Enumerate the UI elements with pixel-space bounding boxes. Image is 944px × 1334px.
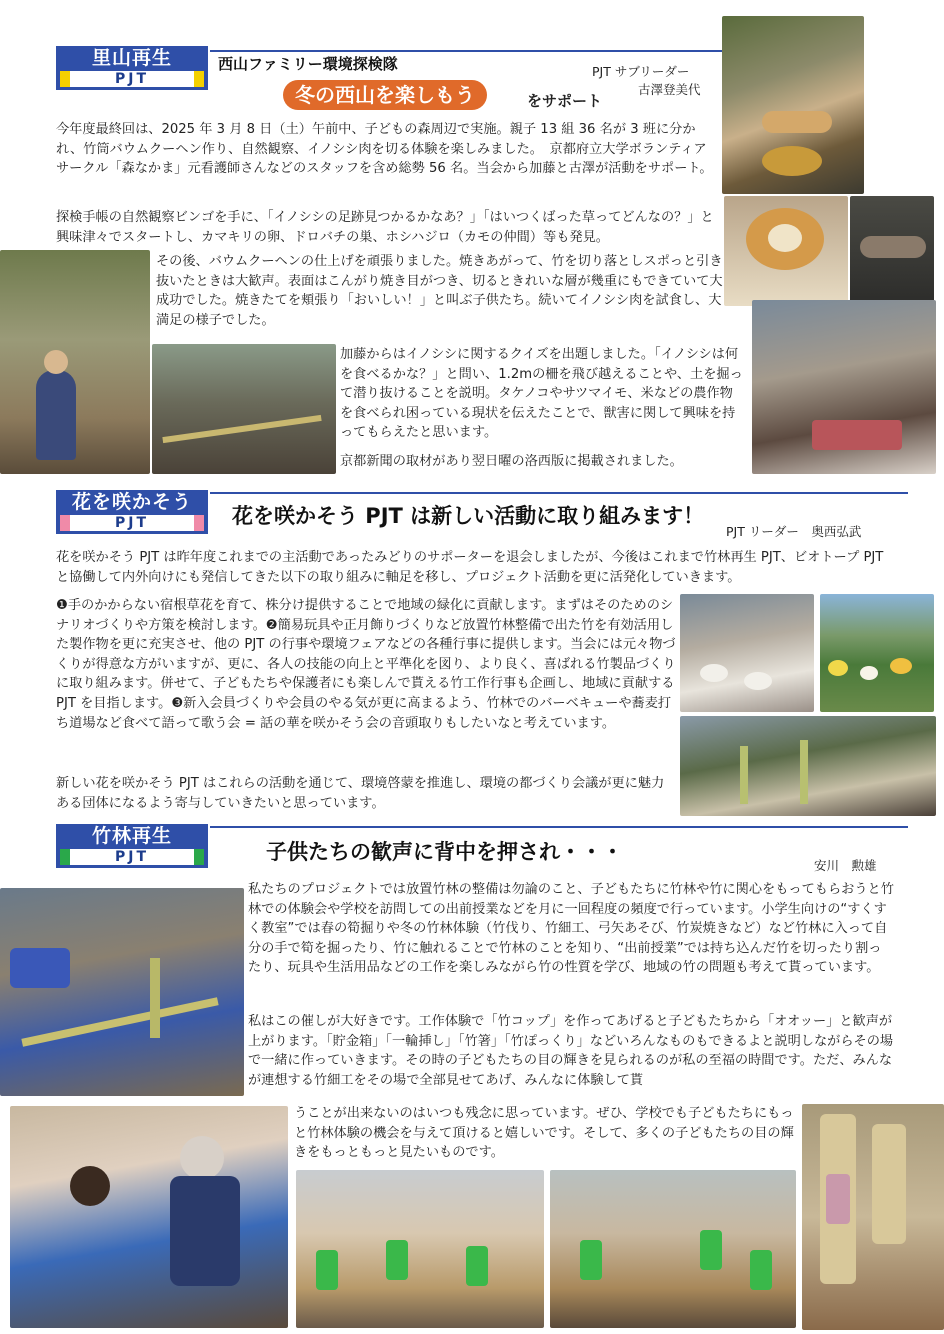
section-rule <box>210 492 908 494</box>
photo-baumkuchen-slice <box>724 196 848 306</box>
satoyama-paragraph-2b: その後、バウムクーヘンの仕上げを頑張りました。焼きあがって、竹を切り落としスポっと引き抜いたときは大歓声。表面はこんがり焼き目がつき、切るときれいな層が幾重にもできていて大成功でした。焼きたてを頬張り「おいしい！」と叫ぶ子供たち。続いてイノシシ肉を試食し、大満足の様子でした。 <box>156 254 723 328</box>
section-tag-bamboo <box>56 824 208 868</box>
flowers-title: 花を咲かそう PJT は新しい活動に取り組みます！ <box>232 504 705 528</box>
photo-classroom-workshop-2 <box>550 1170 796 1328</box>
bamboo-author: 安川 勲雄 <box>814 858 877 873</box>
photo-painted-bamboo-cups <box>802 1104 944 1330</box>
photo-baumkuchen-grill <box>722 16 864 194</box>
photo-boar-meat-tasting <box>752 300 936 474</box>
section-rule <box>210 50 722 52</box>
event-name: 西山ファミリー環境探検隊 <box>218 55 398 73</box>
photo-classroom-workshop-1 <box>296 1170 544 1328</box>
photo-bamboo-path-walk <box>0 250 150 474</box>
photo-flower-garden <box>820 594 934 712</box>
bamboo-paragraph-3: うことが出来ないのはいつも残念に思っています。ぜひ、学校でも子どもたちにもっと竹林体験の機会を与えて頂けると嬉しいです。そして、多くの子どもたちの目の輝きをもっともっと見たいものです。 <box>294 1106 794 1161</box>
photo-bamboo-decorations <box>680 716 936 816</box>
section-tag-pjt: PJT <box>60 71 204 87</box>
author-name: 古澤登美代 <box>638 82 701 97</box>
photo-group-with-bamboo <box>152 344 336 474</box>
section-tag-pjt: PJT <box>60 515 204 531</box>
section-tag-title: 里山再生 <box>91 47 172 69</box>
photo-drilling-bamboo <box>10 1106 288 1328</box>
flowers-intro: 花を咲かそう PJT は昨年度これまでの主活動であったみどりのサポーターを退会しましたが、今後はこれまで竹林再生 PJT、ビオトープ PJT と協働して内外向けにも発信してきた以下の取り組みに軸足を移し、プロジェクト活動を更に活発化していきます。 <box>56 550 884 585</box>
flowers-closing: 新しい花を咲かそう PJT はこれらの活動を通じて、環境啓蒙を推進し、環境の都づくり会議が更に魅力ある団体になるよう寄与していきたいと思っています。 <box>56 776 665 811</box>
satoyama-paragraph-3: 加藤からはイノシシに関するクイズを出題しました。「イノシシは何を食べるかな？」と問い、1.2mの柵を飛び越えることや、土を掘って潜り抜けることを説明。タケノコやサツマイモ、米などの農作物を食べられ困っている現状を伝えたことで、獣害に関して興味を持ってもらえたと思います。 <box>340 347 743 441</box>
bamboo-paragraph-1: 私たちのプロジェクトでは放置竹林の整備は勿論のこと、子どもたちに竹林や竹に関心をもってもらおうと竹林での体験会や学校を訪問しての出前授業などを月に一回程度の頻度で行っています。小学生向けの“すくすく教室”では春の筍掘りや冬の竹林体験（竹伐り、竹細工、弓矢あそび、竹炭焼きなど）など竹林に入って自分の手で筍を掘ったり、竹に触れることで竹林のことを知り、“出前授業”では持ち込んだ竹を切ったり割ったり、玩具や生活用品などの工作を楽しみながら竹の性質を学び、地域の竹の問題も考えて貰っています。 <box>248 882 894 976</box>
section-tag-title: 竹林再生 <box>91 825 172 847</box>
section-tag-title: 花を咲かそう <box>71 491 192 513</box>
section-tag-pjt: PJT <box>60 849 204 865</box>
flowers-body: ❶手のかからない宿根草花を育て、株分け提供することで地域の緑化に貢献します。まずはそのためのシナリオづくりや方策を検討します。❷簡易玩具や正月飾りづくりなど放置竹林整備で出た竹を有効活用した製作物を更に充実させ、他の PJT の行事や環境フェアなどの各種行事に提供します。当会には元々物づくりが得意な方がいますが、更に、各人の技能の向上と平準化を図り、より良く、喜ばれる竹製品づくりに取り組みます。併せて、子どもたちや保護者にも楽しんで貰える竹工作行事も企画し、地域に貢献する PJT を目指します。❸新入会員づくりや会員のやる気が更に高まるよう、竹林でのバーベキューや蕎麦打ち道場など食べて語って歌う会 = 話の華を咲かそう会の音頭取りもしたいなと考えています。 <box>56 598 676 731</box>
section-tag-flowers <box>56 490 208 534</box>
flowers-author: PJT リーダー 奥西弘武 <box>726 524 862 539</box>
photo-food-table <box>680 594 814 712</box>
bamboo-paragraph-2: 私はこの催しが大好きです。工作体験で「竹コップ」を作ってあげると子どもたちから「オオッー」と歓声が上がります。「貯金箱」「一輪挿し」「竹箸」「竹ぽっくり」などいろんなものもできるよと説明しながらその場で一緒に作っていきます。その時の子どもたちの目の輝きを見られるのが私の至福の時間です。ただ、みんなが連想する竹細工をその場で全部見せてあげ、みんなに体験して貰 <box>248 1014 894 1088</box>
bamboo-title: 子供たちの歓声に背中を押され・・・ <box>266 840 623 864</box>
photo-bamboo-workshop-outdoor <box>0 888 244 1096</box>
photo-baumkuchen-roll <box>850 196 934 306</box>
satoyama-paragraph-4: 京都新聞の取材があり翌日曜の洛西版に掲載されました。 <box>340 454 683 469</box>
author-role: PJT サブリーダー <box>592 64 690 79</box>
highlight-title: 冬の西山を楽しもう <box>283 80 487 110</box>
satoyama-paragraph-2a: 探検手帳の自然観察ビンゴを手に、「イノシシの足跡見つかるかなあ？」「はいつくばった草ってどんなの？」と興味津々でスタートし、カマキリの卵、ドロバチの巣、ホシハジロ（カモの仲間）等も発見。 <box>56 210 714 245</box>
satoyama-paragraph-1: 今年度最終回は、2025 年 3 月 8 日（土）午前中、子どもの森周辺で実施。親子 13 組 36 名が 3 班に分かれ、竹筒バウムクーヘン作り、自然観察、イノシシ肉を切る体験を楽しみました。 京都府立大学ボランティアサークル「森なかま」元看護師さんなどのスタッフを含め総勢 56 名。当会から加藤と古澤が活動をサポート。 <box>56 122 713 177</box>
highlight-suffix: をサポート <box>527 92 603 110</box>
section-tag-satoyama <box>56 46 208 90</box>
section-rule <box>210 826 908 828</box>
